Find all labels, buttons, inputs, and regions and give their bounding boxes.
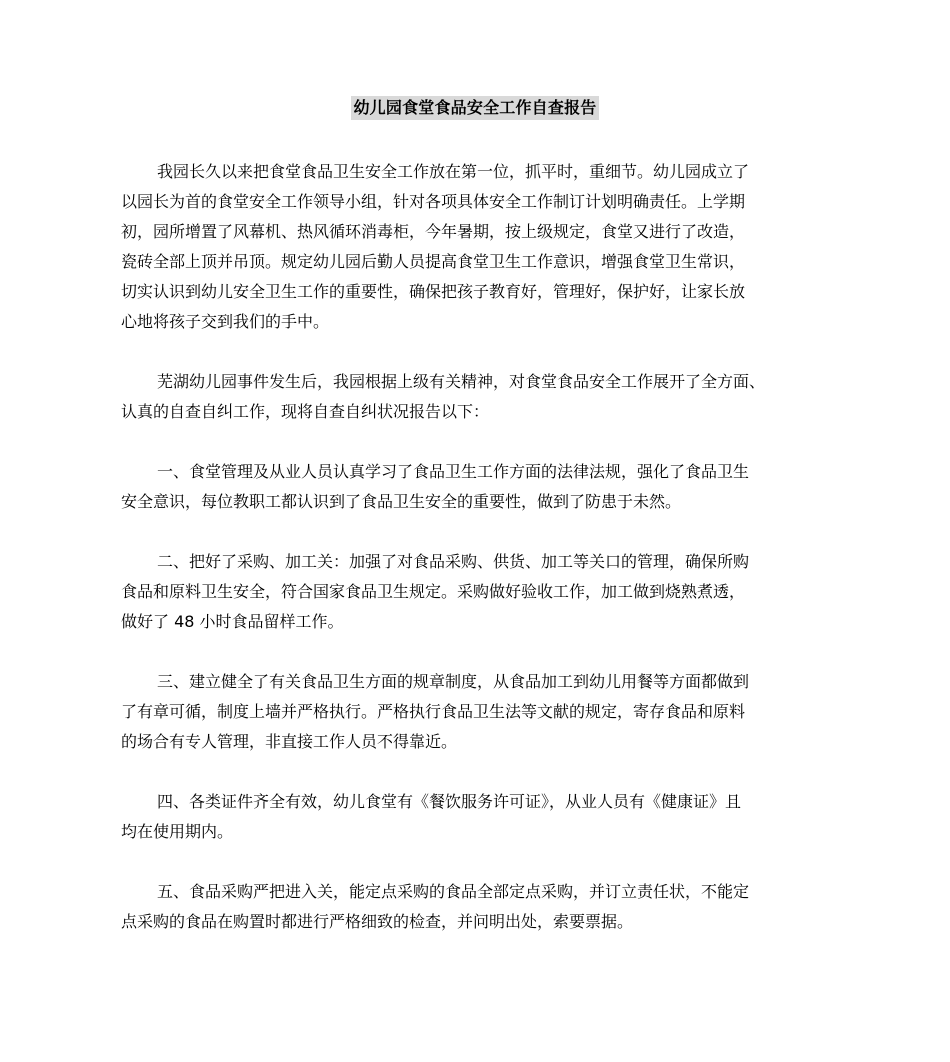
paragraph-line: 初，园所增置了风幕机、热风循环消毒柜，今年暑期，按上级规定，食堂又进行了改造， [121,222,746,241]
paragraph-line: 三、建立健全了有关食品卫生方面的规章制度，从食品加工到幼儿用餐等方面都做到 [157,672,750,691]
paragraph-line: 瓷砖全部上顶并吊顶。规定幼儿园后勤人员提高食堂卫生工作意识，增强食堂卫生常识， [121,252,746,271]
paragraph-line: 食品和原料卫生安全，符合国家食品卫生规定。采购做好验收工作，加工做到烧熟煮透， [121,582,746,601]
paragraph-line: 芜湖幼儿园事件发生后，我园根据上级有关精神，对食堂食品安全工作展开了全方面、 [157,372,766,391]
paragraph-line: 一、食堂管理及从业人员认真学习了食品卫生工作方面的法律法规，强化了食品卫生 [157,462,750,481]
paragraph-line: 以园长为首的食堂安全工作领导小组，针对各项具体安全工作制订计划明确责任。上学期 [121,192,746,211]
paragraph-line: 四、各类证件齐全有效，幼儿食堂有《餐饮服务许可证》，从业人员有《健康证》且 [157,792,742,811]
paragraph [121,877,841,937]
paragraph-line: 均在使用期内。 [121,822,234,841]
paragraph-line: 五、食品采购严把进入关，能定点采购的食品全部定点采购，并订立责任状，不能定 [157,882,750,901]
paragraph-line: 了有章可循，制度上墙并严格执行。严格执行食品卫生法等文献的规定，寄存食品和原料 [121,702,746,721]
paragraph [121,367,841,427]
paragraph-line: 切实认识到幼儿安全卫生工作的重要性，确保把孩子教育好，管理好，保护好，让家长放 [121,282,746,301]
document-body [121,157,841,967]
paragraph [121,667,841,757]
paragraph-line: 认真的自查自纠工作，现将自查自纠状况报告以下： [121,402,490,421]
title-container [0,96,950,120]
document-title: 幼儿园食堂食品安全工作自查报告 [351,96,598,120]
paragraph [121,157,841,337]
paragraph-line: 点采购的食品在购置时都进行严格细致的检查，并问明出处，索要票据。 [121,912,634,931]
paragraph-line: 安全意识，每位教职工都认识到了食品卫生安全的重要性，做到了防患于未然。 [121,492,682,511]
paragraph-line: 做好了 48 小时食品留样工作。 [121,612,344,631]
paragraph [121,547,841,637]
paragraph-line: 二、把好了采购、加工关：加强了对食品采购、供货、加工等关口的管理，确保所购 [157,552,750,571]
paragraph [121,787,841,847]
paragraph [121,457,841,517]
paragraph-line: 的场合有专人管理，非直接工作人员不得靠近。 [121,732,458,751]
paragraph-line: 心地将孩子交到我们的手中。 [121,312,330,331]
paragraph-line: 我园长久以来把食堂食品卫生安全工作放在第一位，抓平时，重细节。幼儿园成立了 [157,162,750,181]
